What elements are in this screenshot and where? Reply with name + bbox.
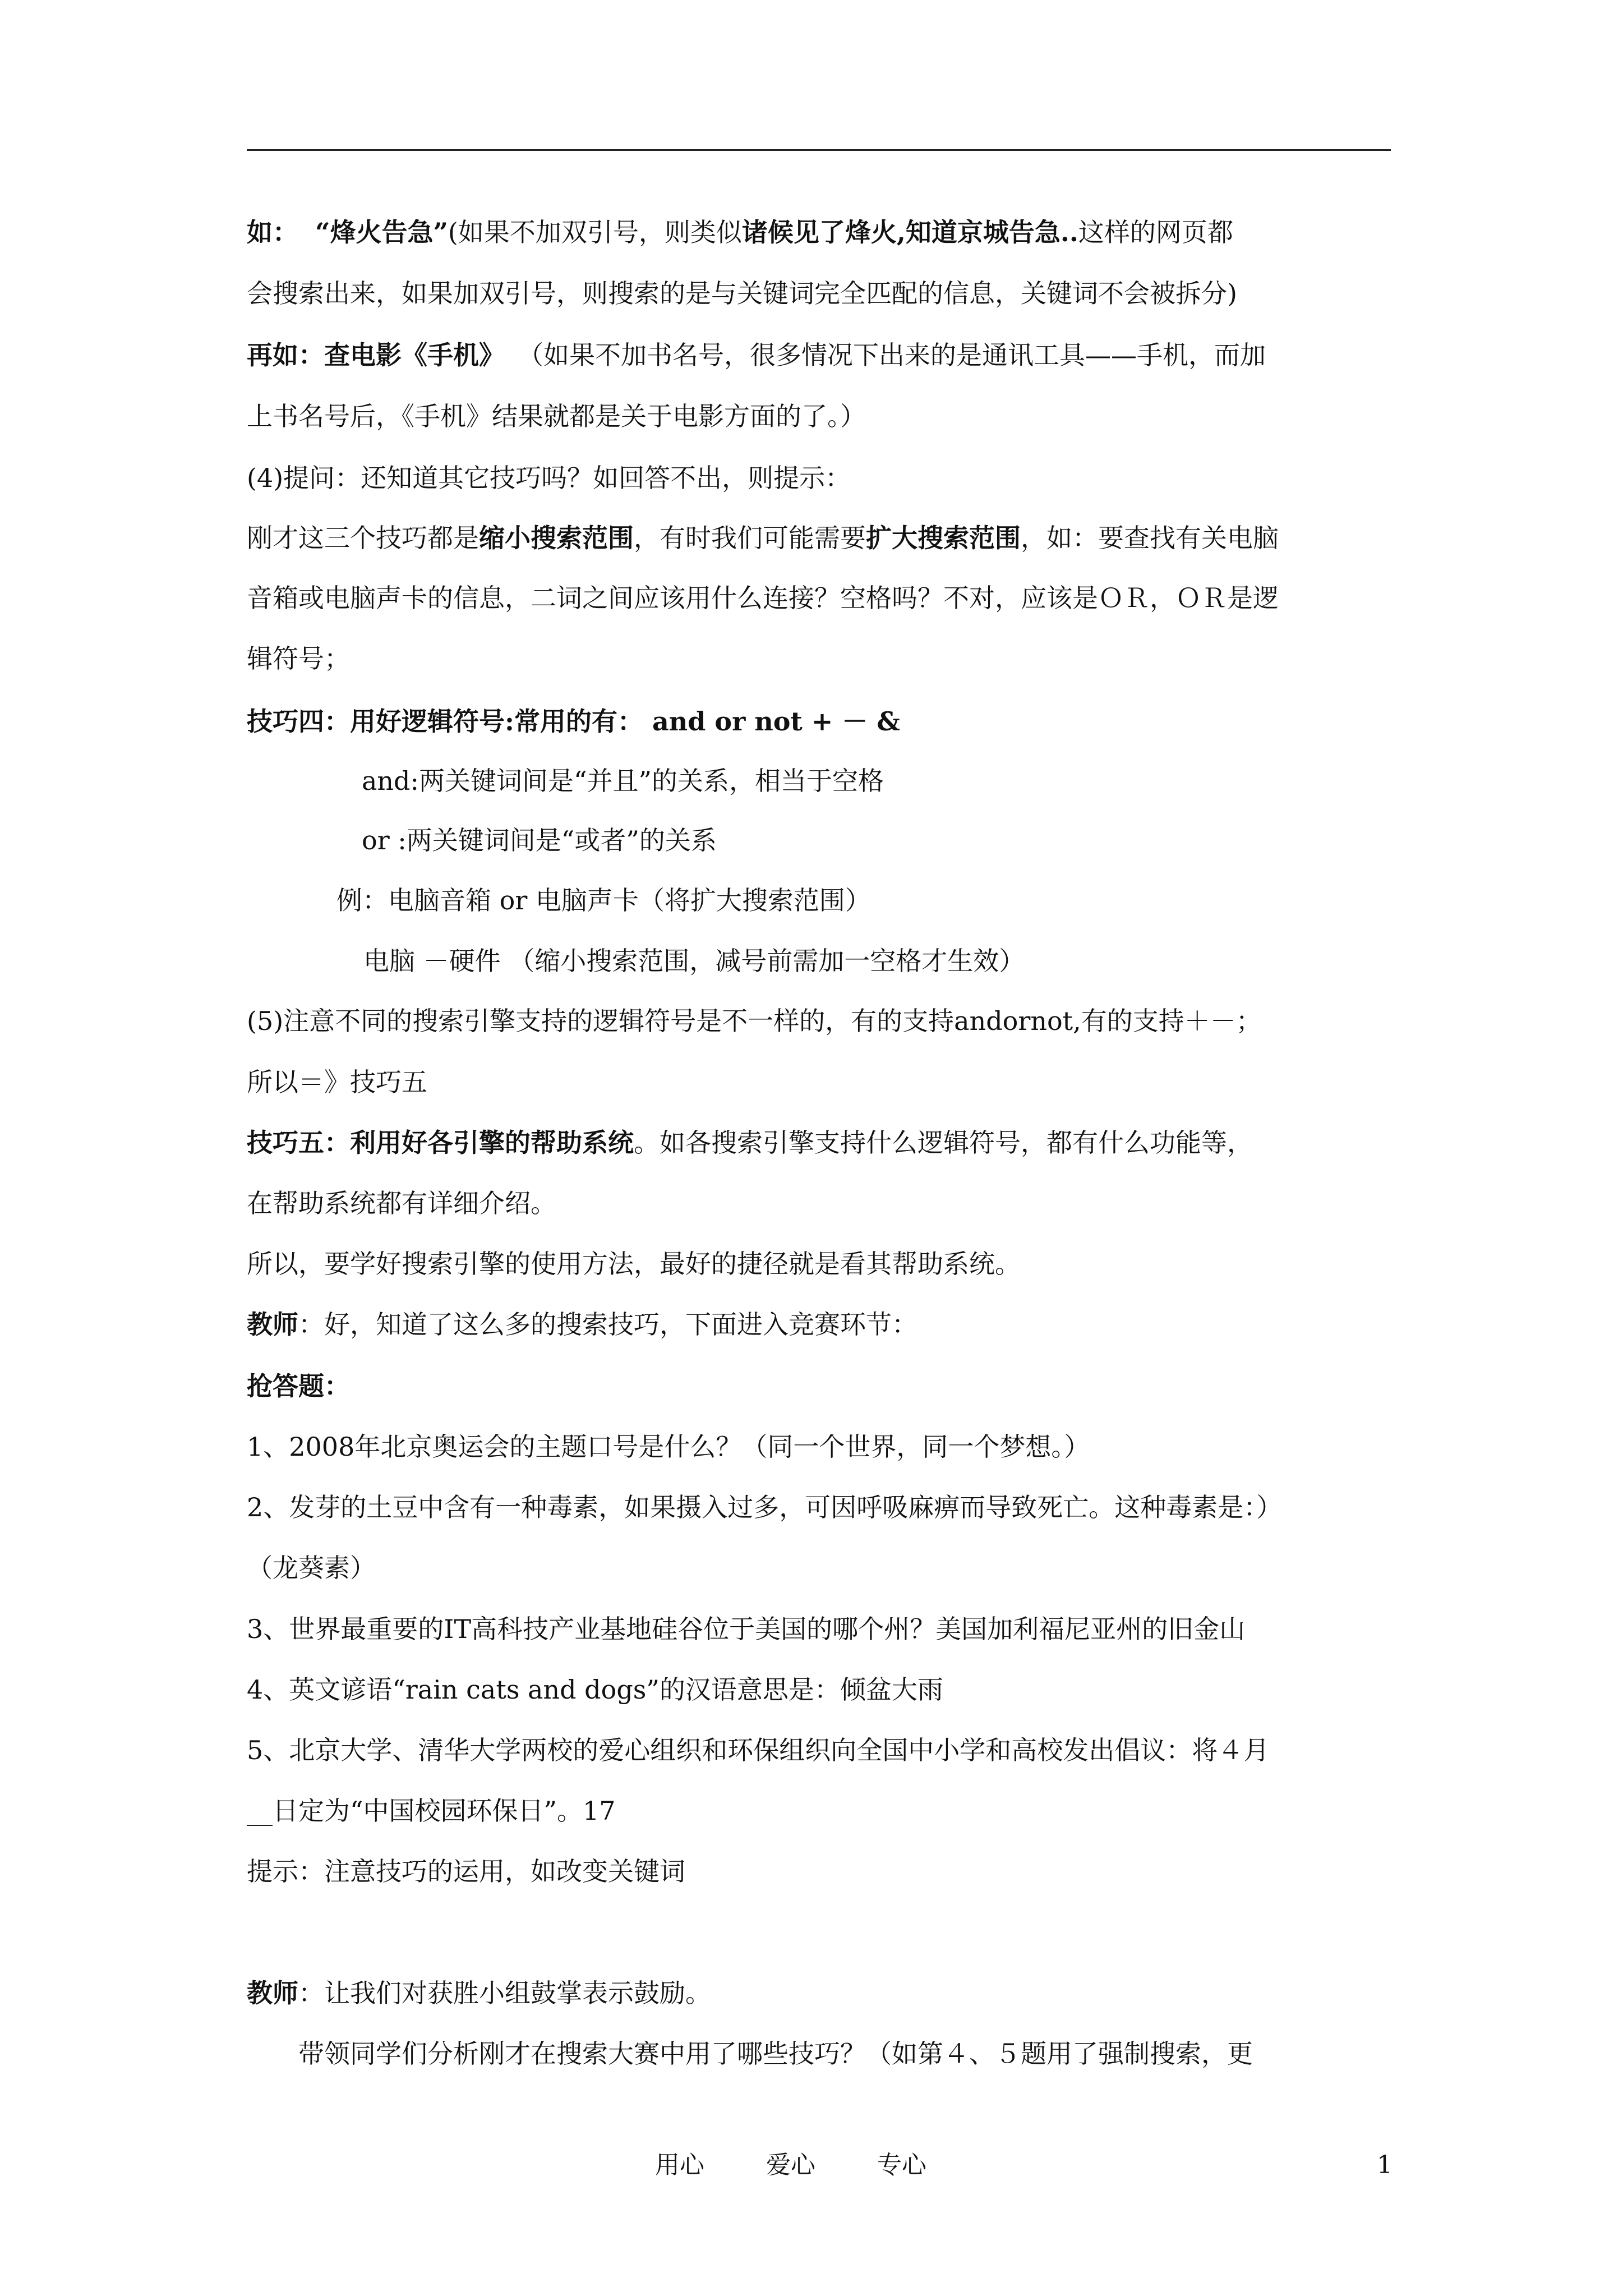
explanation-text: （如果不加书名号，很多情况下出来的是通讯工具——手机，而加 <box>531 340 1266 370</box>
explanation-tail: 这样的网页都 <box>1078 217 1233 247</box>
tip-five-heading: 技巧五：利用好各引擎的帮助系统 <box>247 1128 634 1158</box>
hint-line: 提示：注意技巧的运用，如改变关键词 <box>247 1856 685 1887</box>
quiz-question: 5、北京大学、清华大学两校的爱心组织和环保组织向全国中小学和高校发出倡议：将４月 <box>247 1735 1270 1765</box>
paragraph-line: 会搜索出来，如果加双引号，则搜索的是与关键词完全匹配的信息，关键词不会被拆分) <box>247 278 1237 309</box>
text-segment: 刚才这三个技巧都是 <box>247 523 479 553</box>
teacher-label: 教师 <box>247 1309 298 1340</box>
text-segment: ，有时我们可能需要 <box>634 523 866 553</box>
expand-scope-term: 扩大搜索范围 <box>866 523 1021 553</box>
paragraph-line: 所以＝》技巧五 <box>247 1067 427 1097</box>
teacher-label: 教师 <box>247 1978 298 2008</box>
text-segment: 。如各搜索引擎支持什么逻辑符号，都有什么功能等， <box>634 1128 1253 1158</box>
quiz-answer: （龙葵素） <box>247 1553 376 1583</box>
footer-word: 专心 <box>877 2151 926 2179</box>
label-ru: 如： <box>247 217 298 247</box>
paragraph-line: 辑符号； <box>247 643 350 674</box>
paragraph-line: 所以，要学好搜索引擎的使用方法，最好的捷径就是看其帮助系统。 <box>247 1249 1021 1279</box>
header-rule <box>247 149 1391 151</box>
example-quote-line <box>247 215 1233 249</box>
quiz-question: 2、发芽的土豆中含有一种毒素，如果摄入过多，可因呼吸麻痹而导致死亡。这种毒素是：） <box>247 1492 1283 1522</box>
explanation-text: (如果不加双引号，则类似 <box>448 217 742 247</box>
or-description: or :两关键词间是“或者”的关系 <box>362 825 717 855</box>
quoted-keyword: “烽火告急” <box>315 217 448 247</box>
example-phrase: 诸候见了烽火,知道京城告急.. <box>741 217 1078 247</box>
example-book-title-line <box>247 338 1266 372</box>
tip-four-heading: 技巧四：用好逻辑符号:常用的有： and or not + － & <box>247 706 900 737</box>
example-heading: 再如：查电影《手机》 <box>247 340 505 370</box>
paragraph-line: 音箱或电脑声卡的信息，二词之间应该用什么连接？空格吗？不对，应该是ＯＲ，ＯＲ是逻 <box>247 583 1279 613</box>
narrow-scope-term: 缩小搜索范围 <box>479 523 634 553</box>
quiz-question: 1、2008年北京奥运会的主题口号是什么？（同一个世界，同一个梦想。） <box>247 1432 1090 1462</box>
paragraph-line: 带领同学们分析刚才在搜索大赛中用了哪些技巧？（如第４、５题用了强制搜索，更 <box>298 2039 1253 2069</box>
paragraph-line: (5)注意不同的搜索引擎支持的逻辑符号是不一样的，有的支持andornot,有的支持＋－； <box>247 1006 1262 1036</box>
minus-example: 电脑 －硬件 （缩小搜索范围，减号前需加一空格才生效） <box>363 946 1025 976</box>
question-prompt: (4)提问：还知道其它技巧吗？如回答不出，则提示： <box>247 463 851 493</box>
narrow-expand-line <box>247 521 1279 555</box>
text-segment: ：好，知道了这么多的搜索技巧，下面进入竞赛环节： <box>298 1309 917 1340</box>
or-example: 例：电脑音箱 or 电脑声卡（将扩大搜索范围） <box>336 885 871 915</box>
and-description: and:两关键词间是“并且”的关系，相当于空格 <box>362 766 884 796</box>
quiz-question: 4、英文谚语“rain cats and dogs”的汉语意思是：倾盆大雨 <box>247 1674 943 1705</box>
page-number: 1 <box>1377 2151 1393 2179</box>
teacher-line <box>247 1976 711 2010</box>
text-segment: ：让我们对获胜小组鼓掌表示鼓励。 <box>298 1978 711 2008</box>
quiz-question: 3、世界最重要的IT高科技产业基地硅谷位于美国的哪个州？美国加利福尼亚州的旧金山 <box>247 1614 1246 1644</box>
teacher-line <box>247 1308 917 1341</box>
footer-word: 爱心 <box>766 2151 815 2179</box>
paragraph-line: 上书名号后，《手机》结果就都是关于电影方面的了。） <box>247 401 866 431</box>
paragraph-line: 在帮助系统都有详细介绍。 <box>247 1188 556 1218</box>
quiz-question-cont: __日定为“中国校园环保日”。17 <box>247 1796 616 1826</box>
tip-five-line <box>247 1126 1253 1159</box>
text-segment: ，如：要查找有关电脑 <box>1021 523 1279 553</box>
footer-word: 用心 <box>655 2151 704 2179</box>
quiz-heading: 抢答题： <box>247 1371 350 1401</box>
